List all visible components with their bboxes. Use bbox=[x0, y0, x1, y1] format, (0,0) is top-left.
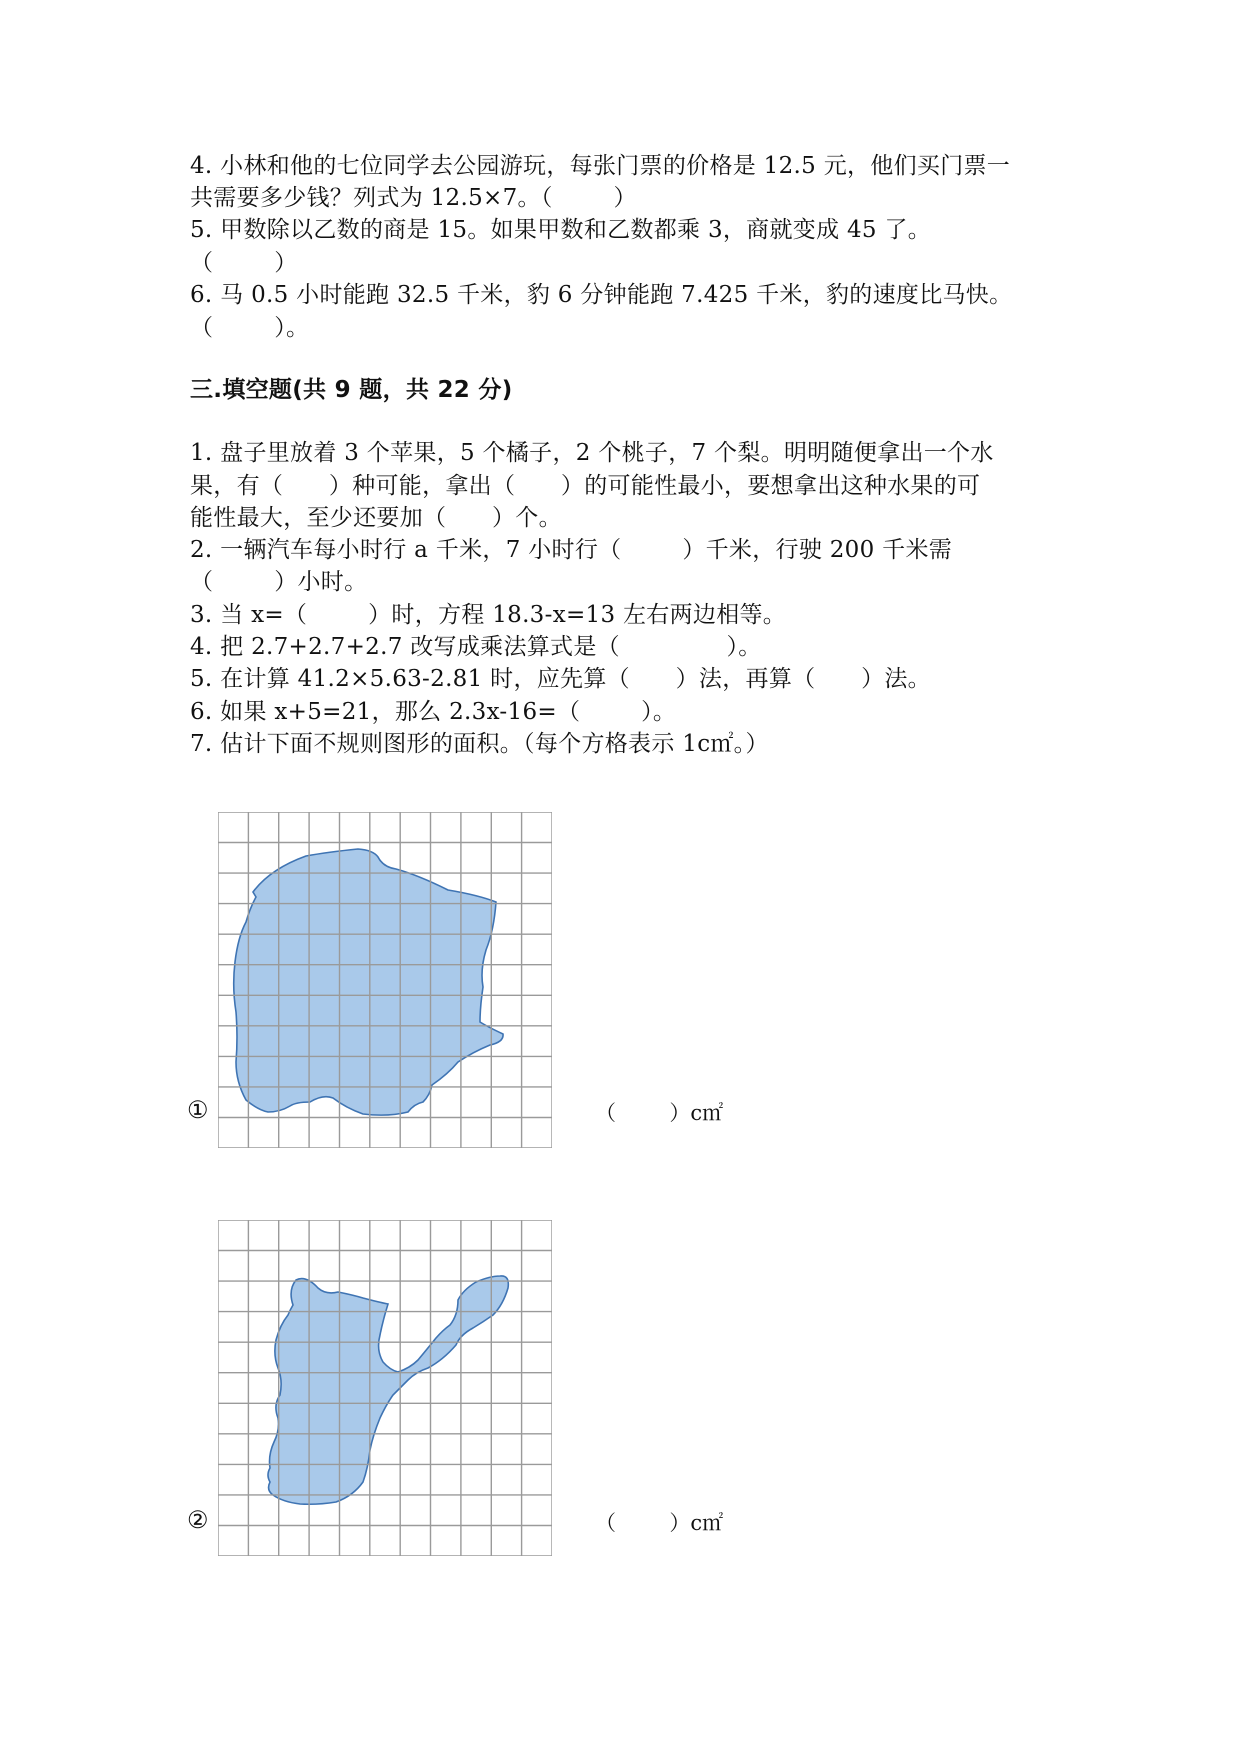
figure-1-grid bbox=[218, 812, 552, 1148]
figure-2-irregular-shape bbox=[268, 1276, 508, 1504]
figure-1-answer-blank: （ ）c㎡ bbox=[595, 1101, 724, 1125]
figure-2-grid bbox=[218, 1220, 552, 1556]
fill-q1-line3: 能性最大，至少还要加（ ）个。 bbox=[190, 505, 562, 531]
section-title: 三.填空题(共 9 题，共 22 分) bbox=[190, 377, 513, 403]
figure-1-marker: ① bbox=[187, 1096, 209, 1124]
judge-q4-line2: 共需要多少钱？列式为 12.5×7。（ ） bbox=[190, 185, 637, 211]
fill-q2-line1: 2. 一辆汽车每小时行 a 千米，7 小时行（ ）千米，行驶 200 千米需 bbox=[190, 537, 953, 563]
fill-q3: 3. 当 x=（ ）时，方程 18.3-x=13 左右两边相等。 bbox=[190, 602, 787, 628]
fill-q2-line2: （ ）小时。 bbox=[190, 569, 368, 595]
fill-q7: 7. 估计下面不规则图形的面积。（每个方格表示 1c㎡。） bbox=[190, 731, 769, 757]
figure-2-answer-blank: （ ）c㎡ bbox=[595, 1511, 724, 1535]
figure-2-marker: ② bbox=[187, 1506, 209, 1534]
fill-q1-line1: 1. 盘子里放着 3 个苹果，5 个橘子，2 个桃子，7 个梨。明明随便拿出一个水 bbox=[190, 440, 994, 466]
judge-q5-line2: （ ） bbox=[190, 250, 298, 276]
figure-1-irregular-shape bbox=[234, 849, 503, 1115]
judge-q4-line1: 4. 小林和他的七位同学去公园游玩，每张门票的价格是 12.5 元，他们买门票一 bbox=[190, 153, 1011, 179]
judge-q6-line2: （ ）。 bbox=[190, 315, 310, 341]
judge-q6-line1: 6. 马 0.5 小时能跑 32.5 千米，豹 6 分钟能跑 7.425 千米，豹的速度比马快。 bbox=[190, 282, 1013, 308]
fill-q6: 6. 如果 x+5=21，那么 2.3x-16=（ ）。 bbox=[190, 699, 677, 725]
fill-q4: 4. 把 2.7+2.7+2.7 改写成乘法算式是（ ）。 bbox=[190, 634, 762, 660]
judge-q5-line1: 5. 甲数除以乙数的商是 15。如果甲数和乙数都乘 3，商就变成 45 了。 bbox=[190, 217, 932, 243]
fill-q1-line2: 果，有（ ）种可能，拿出（ ）的可能性最小，要想拿出这种水果的可 bbox=[190, 473, 981, 499]
fill-q5: 5. 在计算 41.2×5.63-2.81 时，应先算（ ）法，再算（ ）法。 bbox=[190, 666, 931, 692]
